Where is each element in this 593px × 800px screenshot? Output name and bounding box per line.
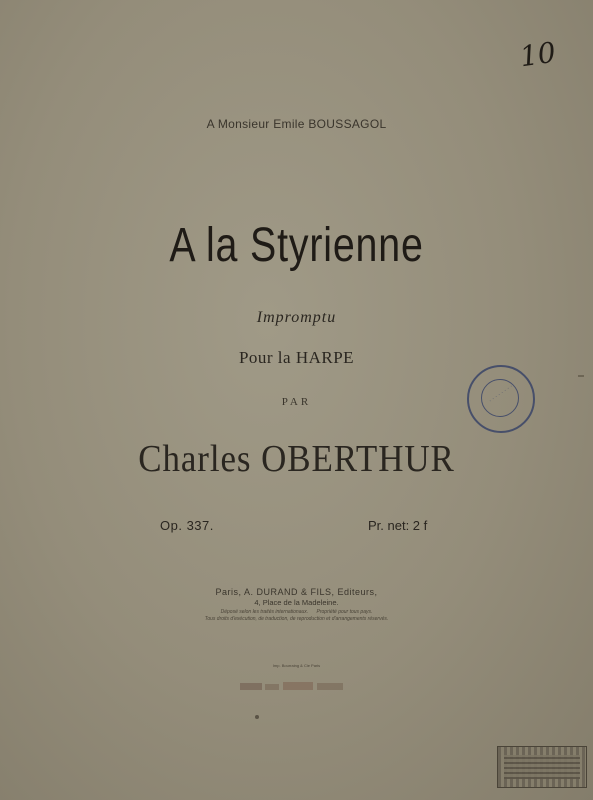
by-label: PAR [281, 396, 312, 408]
composer-first-name: Charles [138, 438, 252, 480]
dedication: A Monsieur Emile BOUSSAGOL [206, 117, 387, 131]
rights-right: Propriété pour tous pays. [316, 609, 373, 615]
publisher-address: 4, Place de la Madeleine. [254, 598, 339, 607]
handwritten-annotation: 10 [517, 35, 558, 74]
instrument-line: Pour la HARPE [238, 348, 355, 367]
composer-last-name: OBERTHUR [261, 438, 455, 480]
rights-left: Déposé selon les traités internationaux. [220, 609, 309, 615]
rights-line-1 [0, 609, 593, 615]
subtitle: Impromptu [256, 309, 337, 326]
library-stamp-icon: · · · · · · · · [467, 365, 535, 433]
opus-number: Op. 337. [160, 518, 214, 533]
title: A la Styrienne [169, 219, 424, 272]
ink-dot [255, 715, 259, 719]
price: Pr. net: 2 f [368, 518, 428, 533]
edge-mark [578, 375, 584, 377]
faded-stamp-icon [240, 681, 345, 692]
composer-name [24, 437, 570, 481]
engraver-credit: Imp. Bourraing & Cie Paris [272, 663, 321, 668]
rights-line-2: Tous droits d'exécution, de traduction, de reproduction et d'arrangements réservés. [204, 616, 389, 622]
archive-label-icon [497, 746, 587, 788]
publisher-line: Paris, A. DURAND & FILS, Editeurs, [215, 587, 378, 597]
